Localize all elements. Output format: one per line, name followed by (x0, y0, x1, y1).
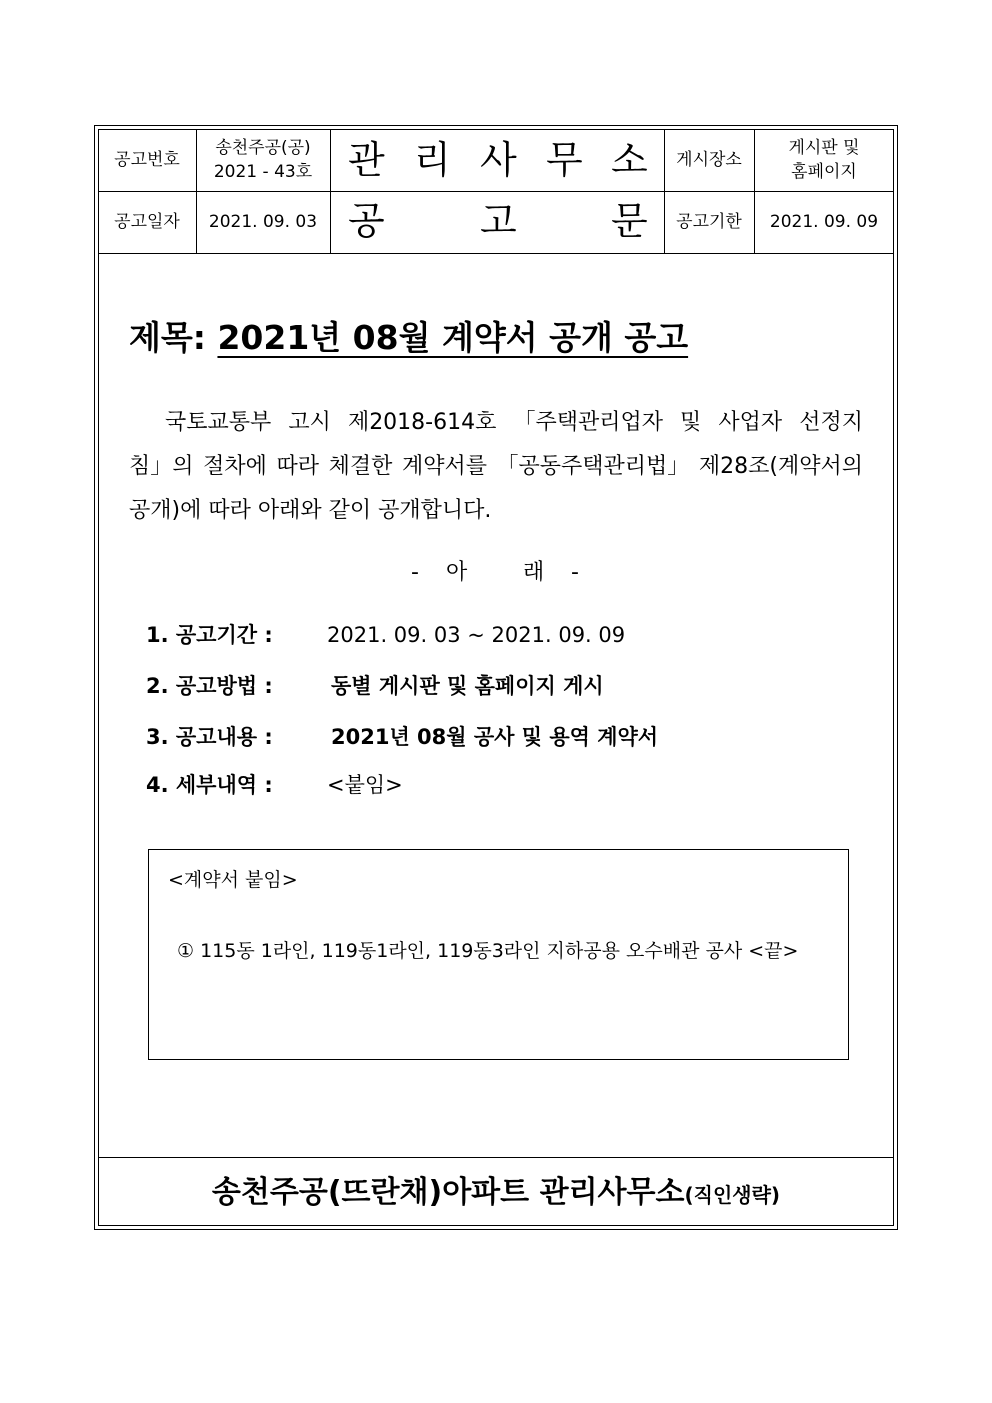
notice-number-label: 공고번호 (114, 150, 180, 170)
body-line-3: 공개)에 따라 아래와 같이 공개합니다. (129, 498, 492, 523)
attachment-title: <계약서 붙임> (168, 869, 298, 891)
body-word: 제28조(계약서의 (698, 454, 863, 479)
subject-text: 2021년 08월 계약서 공개 공고 (217, 318, 689, 357)
notice-title-char: 고 (480, 199, 517, 243)
body-word: 「주택관리업자 (513, 410, 663, 435)
item-label-content: 3. 공고내용 : (146, 725, 273, 749)
attachment-entry: ① 115동 1라인, 119동1라인, 119동3라인 지하공용 오수배관 공사 <끝> (177, 940, 799, 962)
notice-number-line2: 2021 - 43호 (213, 162, 313, 182)
office-title-char: 관 (348, 138, 385, 182)
footer-seal-note: (직인생략) (684, 1183, 781, 1207)
body-word: 따라 (276, 454, 319, 479)
office-title-char: 소 (611, 138, 648, 182)
arae-dash-left: - (411, 560, 419, 585)
notice-number-line1: 송천주공(공) (215, 138, 311, 158)
notice-number-value (196, 129, 330, 191)
post-place-label: 게시장소 (676, 150, 742, 170)
arae-dash-right: - (571, 560, 579, 585)
footer-org-name: 송천주공(뜨란채)아파트 관리사무소 (211, 1175, 685, 1210)
body-word: 침」의 (129, 454, 194, 479)
header-bottom-border (98, 253, 894, 254)
body-word: 절차에 (203, 454, 267, 479)
body-word: 계약서를 (401, 454, 487, 479)
item-value-content: 2021년 08월 공사 및 용역 계약서 (331, 725, 659, 749)
post-place-line2: 홈페이지 (791, 162, 857, 182)
office-title-char: 사 (480, 138, 517, 182)
body-word: 고시 (288, 410, 331, 435)
subject-title (129, 316, 688, 360)
office-title-char: 리 (414, 138, 451, 182)
item-label-details: 4. 세부내역 : (146, 773, 273, 797)
subject-prefix: 제목: (129, 318, 206, 357)
post-place-value (754, 129, 894, 191)
item-value-method: 동별 게시판 및 홈페이지 게시 (331, 674, 604, 698)
body-word: 사업자 (718, 410, 783, 435)
footer-organization (98, 1171, 894, 1217)
footer-top-border (98, 1157, 894, 1158)
notice-title-char: 공 (348, 199, 385, 243)
notice-date-value: 2021. 09. 03 (208, 212, 318, 232)
arae-char-1: 아 (446, 560, 468, 585)
item-value-period: 2021. 09. 03 ~ 2021. 09. 09 (327, 623, 626, 647)
notice-title-char: 문 (611, 199, 648, 243)
body-word: 선정지 (799, 410, 863, 435)
post-period-label: 공고기한 (676, 212, 742, 232)
body-word: 제2018-614호 (347, 410, 497, 435)
body-word: 및 (680, 410, 702, 435)
post-period-value: 2021. 09. 09 (769, 212, 879, 232)
body-word: 「공동주택관리법」 (496, 454, 690, 479)
arae-char-2: 래 (523, 560, 545, 585)
body-word: 체결한 (328, 454, 393, 479)
post-place-line1: 게시판 및 (788, 138, 860, 158)
body-word: 국토교통부 (165, 410, 272, 435)
notice-date-label: 공고일자 (114, 212, 180, 232)
item-value-details: <붙임> (327, 773, 403, 797)
item-label-period: 1. 공고기간 : (146, 623, 273, 647)
body-line-2 (129, 445, 863, 489)
office-title-char: 무 (546, 138, 583, 182)
body-line-1 (129, 401, 863, 445)
header-col-divider-2 (330, 129, 331, 253)
item-label-method: 2. 공고방법 : (146, 674, 273, 698)
